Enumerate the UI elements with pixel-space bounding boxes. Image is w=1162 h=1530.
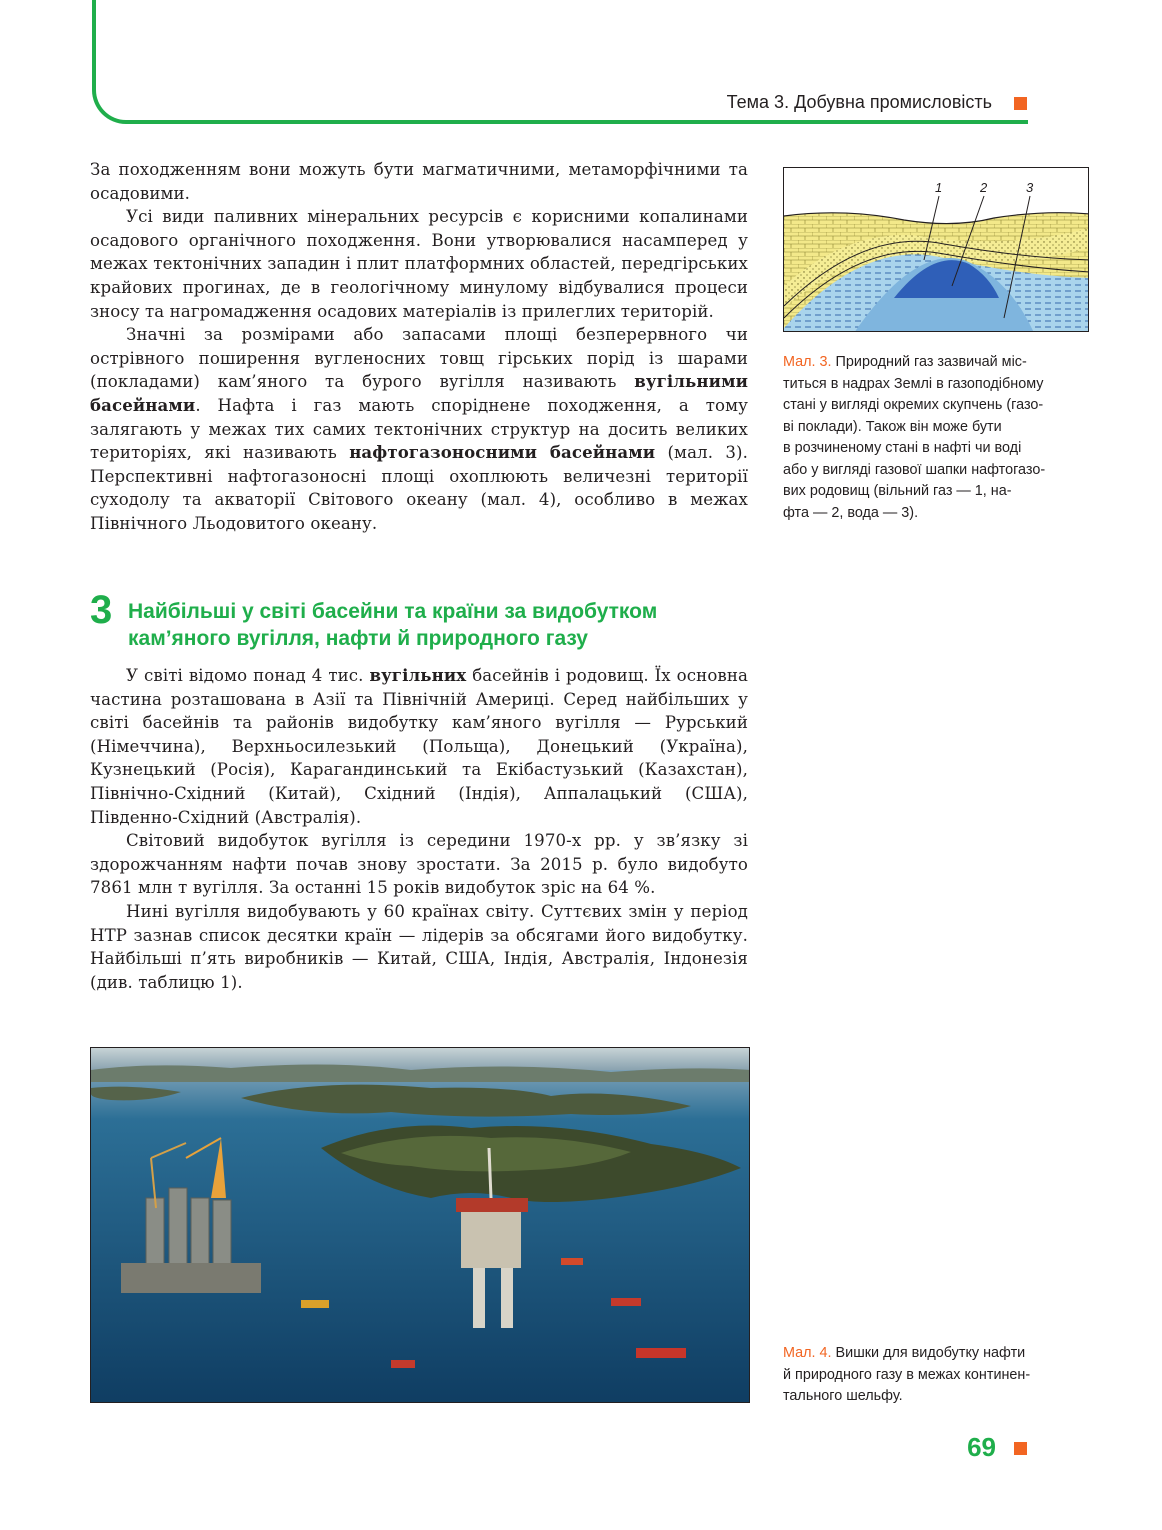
- paragraph: Нині вугілля видобувають у 60 країнах світу. Суттєвих змін у період НТР зазнав список десятки країн — лідерів за обсягами його видобутку. Найбільші п’ять виробників — Китай, США, Індія, Австралія, Індонезія (див. таблицю 1).: [90, 901, 748, 992]
- label-oil: 2: [980, 180, 988, 195]
- figure-4-caption: Мал. 4. Вишки для видобутку нафти й природного газу в межах континен- тального шельфу.: [783, 1345, 1031, 1404]
- paragraph: Світовий видобуток вугілля із середини 1970-х рр. у зв’язку зі здорожчанням нафти почав знову зростати. За 2015 р. було видобуто 7861 млн т вугілля. За останні 15 років видобуток зріс на 64 %.: [90, 831, 748, 898]
- label-free-gas: 1: [935, 180, 943, 195]
- figure-3-gas-deposit-diagram: [783, 167, 1089, 332]
- paragraph: Значні за розмірами або запасами площі безперервного чи острівного поширення вугленосних товщ гірських порід із шарами (покладами) кам’яного та бурого вугілля називають вугільними басейнами. Нафта і газ мають споріднене походження, а тому залягають у межах тих самих тектонічних структур на досить великих територіях, які називають нафтогазоносними басейнами (мал. 3). Перспективні нафтогазоносні площі охоплюють величезні території суходолу та акваторії Світового океану (мал. 4), особливо в межах Північного Льодовитого океану.: [90, 325, 748, 533]
- caption-label: Мал. 4.: [783, 1345, 832, 1361]
- caption-label: Мал. 3.: [783, 354, 832, 370]
- header-orange-marker: [1014, 97, 1027, 110]
- term-coal: вугільних: [369, 665, 467, 685]
- term-oil-gas-basins: нафтогазоносними басейнами: [349, 442, 656, 463]
- paragraph: Усі види паливних мінеральних ресурсів є корисними копалинами осадового органічного походження. Вони утворювалися насамперед у межах тектонічних западин і плит платформних областей, передгірських крайових прогинах, де в геологічному минулому відбувалися процеси зносу та нагромадження осадових матеріалів із прилеглих територій.: [90, 207, 748, 321]
- figure-4-offshore-platforms-photo: [90, 1047, 750, 1403]
- section-number: 3: [90, 588, 113, 632]
- section-title: Найбільші у світі басейни та країни за видобутком кам’яного вугілля, нафти й природного газу: [128, 600, 658, 650]
- figure-3-caption: Мал. 3. Природний газ зазвичай міс- титься в надрах Землі в газоподібному стані у вигляді окремих скупчень (газо- ві поклади). Також він може бути в розчиненому стані в нафті чи воді або у вигляді газової шапки нафтогазо- вих родовищ (вільний газ — 1, на- фта — 2, вода — 3).: [783, 354, 1046, 521]
- offshore-photo-illustration: [91, 1048, 750, 1403]
- intro-text-block: [90, 158, 748, 536]
- term-coal-basins: вугільними басейнами: [90, 371, 748, 415]
- gas-deposit-cross-section: [784, 168, 1089, 332]
- running-header-topic: Тема 3. Добувна промисловість: [726, 92, 992, 112]
- paragraph: У світі відомо понад 4 тис. вугільних басейнів і родовищ. Їх основна частина розташована в Азії та Північній Америці. Серед найбільших у світі басейнів та районів видобутку кам’яного вугілля — Рурський (Німеччина), Верхньосилезький (Польща), Донецький (Україна), Кузнецький (Росія), Карагандинський та Екібастузький (Казахстан), Північно-Східний (Китай), Східний (Індія), Аппалацький (США), Південно-Східний (Австралія).: [90, 665, 748, 827]
- page-number: 69: [967, 1432, 996, 1462]
- footer-orange-marker: [1014, 1442, 1027, 1455]
- label-water: 3: [1026, 180, 1034, 195]
- paragraph: За походженням вони можуть бути магматичними, метаморфічними та осадовими.: [90, 160, 748, 203]
- section-text-block: [90, 664, 748, 994]
